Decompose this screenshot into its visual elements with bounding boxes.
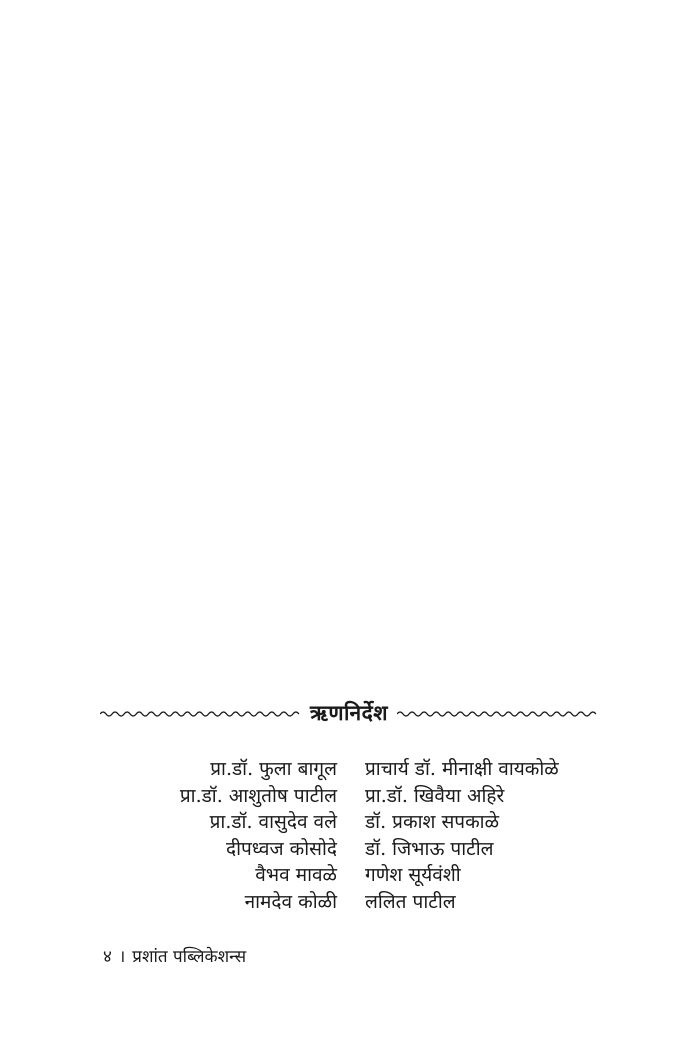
section-heading: ऋणनिर्देश [309,700,389,725]
section-divider [100,699,598,727]
name-left: दीपध्वज कोसोदे [225,837,337,860]
name-row [100,756,599,783]
name-right: प्राचार्य डॉ. मीनाक्षी वायकोळे [365,758,559,780]
name-left: प्रा.डॉ. आशुतोष पाटील [179,784,337,807]
name-row [100,862,599,889]
name-row [100,809,599,836]
name-row [100,889,599,916]
name-left: नामदेव कोळी [244,890,337,913]
name-left: प्रा.डॉ. फुला बागूल [210,758,337,780]
acknowledgement-list [100,756,599,916]
footer-separator: । [118,947,126,967]
publisher-name: प्रशांत पब्लिकेशन्स [132,947,247,967]
name-right: प्रा.डॉ. खिवैया अहिरे [365,784,505,807]
name-row [100,836,599,863]
name-right: गणेश सूर्यवंशी [365,864,461,887]
wavy-rule-left [100,708,301,718]
page-number: ४ [103,947,112,967]
wavy-rule-right-path [397,712,596,716]
name-right: डॉ. जिभाऊ पाटील [365,837,494,860]
name-left: वैभव मावळे [255,864,337,887]
wavy-rule-right [397,708,598,718]
page-footer [103,946,246,968]
name-right: डॉ. प्रकाश सपकाळे [365,811,500,834]
name-right: ललित पाटील [365,890,456,913]
name-left: प्रा.डॉ. वासुदेव वले [209,811,337,834]
wavy-rule-left-path [100,712,299,716]
name-row [100,783,599,810]
